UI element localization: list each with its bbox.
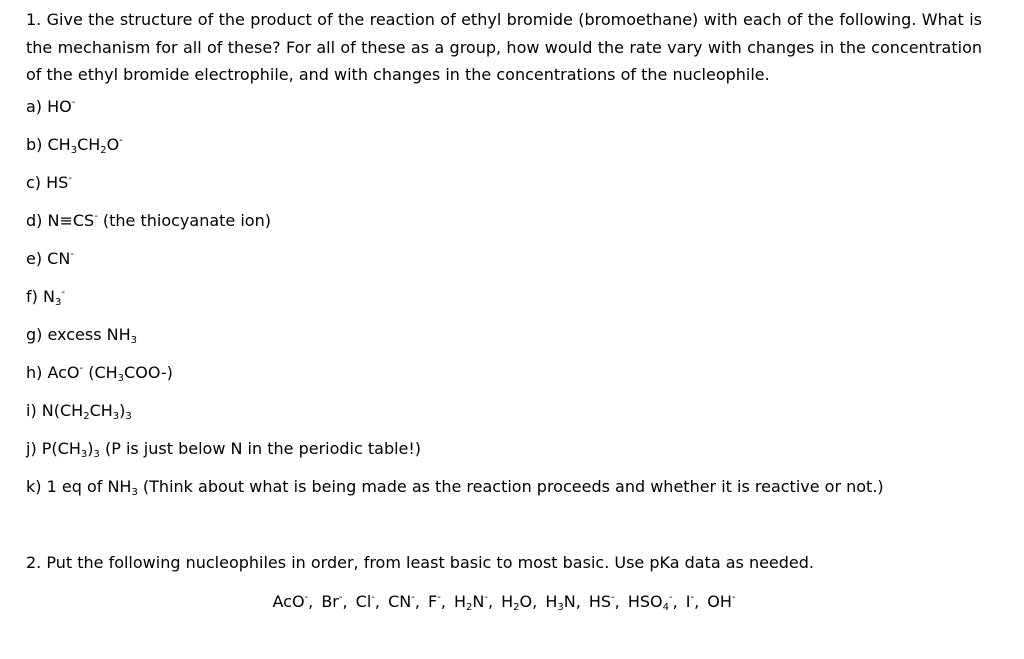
item-a-label: a) HO — [26, 96, 72, 116]
item-i-sub2: 3 — [112, 410, 120, 422]
item-i — [26, 401, 982, 421]
item-i-end: ) — [119, 400, 126, 420]
nuc-sep: , — [374, 591, 389, 611]
item-b-mid: CH — [77, 134, 101, 154]
nuc-iodide: I — [685, 591, 691, 611]
item-c-charge: - — [68, 172, 72, 184]
item-h-charge: - — [79, 362, 84, 374]
nuc-water-h: H — [501, 591, 514, 611]
item-k — [26, 477, 982, 497]
item-e — [26, 249, 982, 269]
item-b-end: O — [106, 134, 120, 154]
item-j-sub2: 3 — [93, 448, 100, 460]
nuc-bisulfate: HSO — [627, 591, 663, 611]
nuc-cyanide: CN — [388, 591, 412, 611]
nuc-hydroxide: OH — [707, 591, 732, 611]
nuc-sep: , — [672, 591, 686, 611]
item-b-charge: - — [119, 134, 123, 146]
item-j — [26, 439, 982, 459]
nuc-chloride: Cl — [355, 591, 372, 611]
item-b — [26, 135, 982, 155]
nuc-sep: , — [487, 591, 502, 611]
question-2-text: 2. Put the following nucleophiles in order, from least basic to most basic. Use pKa data as needed. — [26, 552, 815, 572]
nuc-hydrosulfide-charge: - — [611, 591, 615, 603]
nuc-fluoride-charge: - — [437, 591, 441, 603]
nuc-bisulfate-sub: 4 — [662, 601, 669, 613]
item-d — [26, 211, 982, 231]
nuc-ammonia-h: H — [545, 591, 558, 611]
question-1-items — [26, 97, 982, 497]
nuc-sep: , — [575, 591, 589, 611]
item-f — [26, 287, 982, 307]
item-b-sub1: 3 — [70, 144, 78, 156]
nuc-bromide: Br — [321, 591, 339, 611]
item-d-label: d) N≡CS — [26, 210, 95, 230]
nuc-amide-h: H — [453, 591, 467, 611]
item-h-sub: 3 — [117, 372, 125, 384]
item-i-sub3: 3 — [125, 410, 132, 422]
nuc-bisulfate-charge: - — [668, 591, 673, 603]
nuc-amide-charge: - — [484, 591, 488, 603]
item-d-note: (the thiocyanate ion) — [97, 210, 271, 230]
item-j-sub1: 3 — [80, 448, 88, 460]
item-b-sub2: 2 — [100, 144, 107, 156]
item-f-charge: - — [61, 286, 65, 298]
item-k-sub: 3 — [131, 486, 138, 498]
item-i-mid: CH — [89, 400, 113, 420]
item-i-label: i) N(CH — [26, 400, 84, 420]
nuc-chloride-charge: - — [371, 591, 375, 603]
nuc-acetate: AcO — [272, 591, 305, 611]
nuc-iodide-charge: - — [690, 591, 695, 603]
item-a — [26, 97, 982, 117]
nuc-sep: , — [694, 591, 708, 611]
nuc-amide-n: N — [472, 591, 485, 611]
nuc-cyanide-charge: - — [411, 591, 415, 603]
nuc-bromide-charge: - — [338, 591, 343, 603]
item-k-label: k) 1 eq of NH — [26, 476, 132, 496]
item-h-label: h) AcO — [26, 362, 80, 382]
nuc-sep: , — [532, 591, 546, 611]
item-e-charge: - — [70, 248, 74, 260]
item-c — [26, 173, 982, 193]
worksheet-page — [26, 6, 982, 612]
item-h-note-end: COO-) — [124, 362, 173, 382]
nuc-hydroxide-charge: - — [731, 591, 736, 603]
item-h — [26, 363, 982, 383]
nuc-sep: , — [614, 591, 628, 611]
item-j-label: j) P(CH — [26, 438, 81, 458]
nuc-fluoride: F — [428, 591, 438, 611]
nuc-sep: , — [414, 591, 428, 611]
nuc-acetate-charge: - — [304, 591, 309, 603]
nuc-hydrosulfide: HS — [588, 591, 612, 611]
item-h-note-start: (CH — [83, 362, 118, 382]
nuc-amide-sub: 2 — [466, 601, 473, 613]
item-f-sub: 3 — [54, 296, 62, 308]
nuc-sep: , — [440, 591, 454, 611]
nucleophile-list — [26, 592, 982, 612]
nuc-sep: , — [308, 591, 322, 611]
item-a-charge: - — [71, 96, 76, 108]
question-1-text: 1. Give the structure of the product of the reaction of ethyl bromide (bromoethane) with each of the following. What is the mechanism for all of these? For all of these as a group, how would the rate vary with changes in the concentration of the ethyl bromide electrophile, and with changes in the concentrations of the nucleophile. — [26, 10, 982, 85]
item-e-label: e) CN — [26, 248, 71, 268]
item-d-charge: - — [94, 210, 98, 222]
item-k-note: (Think about what is being made as the reaction proceeds and whether it is reactive or not.) — [137, 476, 884, 496]
item-g-label: g) excess NH — [26, 324, 131, 344]
item-g-sub: 3 — [130, 334, 138, 346]
item-i-sub1: 2 — [83, 410, 90, 422]
nuc-sep: , — [342, 591, 356, 611]
item-j-note: (P is just below N in the periodic table!) — [99, 438, 422, 458]
item-f-label: f) N — [26, 286, 55, 306]
nuc-water-sub: 2 — [513, 601, 520, 613]
nuc-ammonia-sub: 3 — [557, 601, 564, 613]
item-c-label: c) HS — [26, 172, 69, 192]
nuc-water-o: O — [519, 591, 533, 611]
nuc-ammonia-n: N — [563, 591, 576, 611]
item-b-label: b) CH — [26, 134, 71, 154]
item-j-mid: ) — [87, 438, 94, 458]
item-g — [26, 325, 982, 345]
